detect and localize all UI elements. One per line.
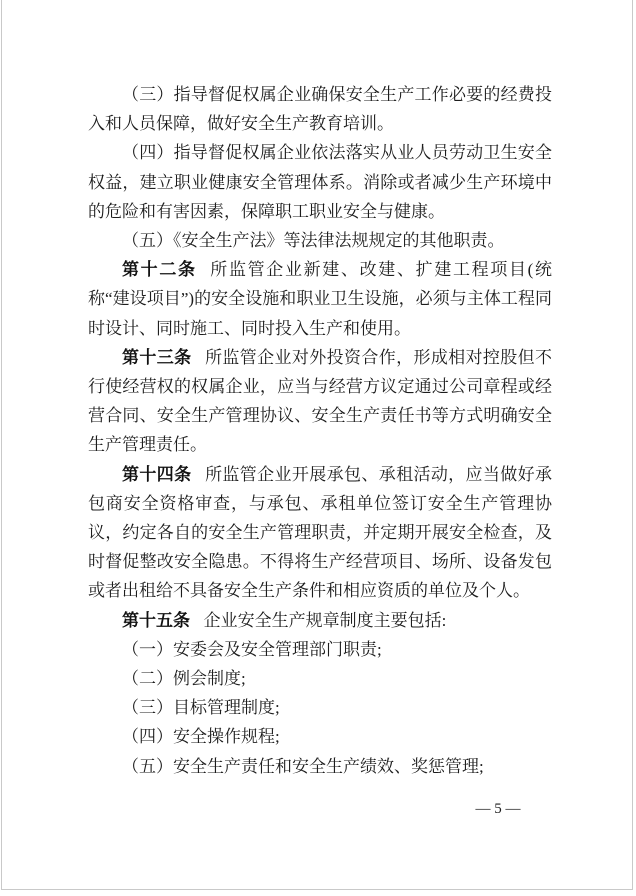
paragraph-text: （五）《安全生产法》等法律法规规定的其他职责。	[122, 231, 505, 251]
page-number: — 5 —	[475, 801, 521, 817]
document-body	[88, 80, 552, 781]
paragraph-text: （四）指导督促权属企业依法落实从业人员劳动卫生安全权益，建立职业健康安全管理体系。消除或者减少生产环境中的危险和有害因素，保障职工职业安全与健康。	[88, 143, 552, 221]
paragraph	[88, 752, 552, 781]
paragraph	[88, 635, 552, 664]
article-number: 第十四条	[122, 464, 192, 484]
paragraph-text: 所监管企业新建、改建、扩建工程项目(统称“建设项目”)的安全设施和职业卫生设施，必须与主体工程同时设计、同时施工、同时投入生产和使用。	[88, 260, 552, 338]
paragraph	[88, 255, 552, 343]
paragraph-text: （一）安委会及安全管理部门职责;	[122, 639, 382, 659]
paragraph	[88, 722, 552, 751]
paragraph-text: （四）安全操作规程;	[122, 727, 280, 747]
paragraph	[88, 664, 552, 693]
paragraph-text: 所监管企业对外投资合作，形成相对控股但不行使经营权的权属企业，应当与经营方议定通过公司章程或经营合同、安全生产管理协议、安全生产责任书等方式明确安全生产管理责任。	[88, 347, 553, 455]
paragraph	[88, 343, 552, 460]
paragraph	[88, 460, 552, 606]
paragraph-text: （二）例会制度;	[122, 669, 246, 689]
article-number: 第十三条	[122, 347, 192, 367]
paragraph-text: （三）指导督促权属企业确保安全生产工作必要的经费投入和人员保障，做好安全生产教育培训。	[88, 85, 552, 134]
article-number: 第十五条	[122, 610, 190, 630]
paragraph-text: 所监管企业开展承包、承租活动，应当做好承包商安全资格审查，与承包、承租单位签订安全生产管理协议，约定各自的安全生产管理职责，并定期开展安全检查，及时督促整改安全隐患。不得将生产经营项目、场所、设备发包或者出租给不具备安全生产条件和相应资质的单位及个人。	[88, 464, 553, 601]
paragraph	[88, 606, 552, 635]
paragraph-text: （五）安全生产责任和安全生产绩效、奖惩管理;	[122, 756, 484, 776]
paragraph	[88, 138, 552, 226]
paragraph	[88, 693, 552, 722]
paragraph	[88, 226, 552, 255]
paragraph-text: 企业安全生产规章制度主要包括:	[203, 610, 447, 630]
paragraph	[88, 80, 552, 138]
article-number: 第十二条	[122, 260, 197, 280]
paragraph-text: （三）目标管理制度;	[122, 698, 280, 718]
